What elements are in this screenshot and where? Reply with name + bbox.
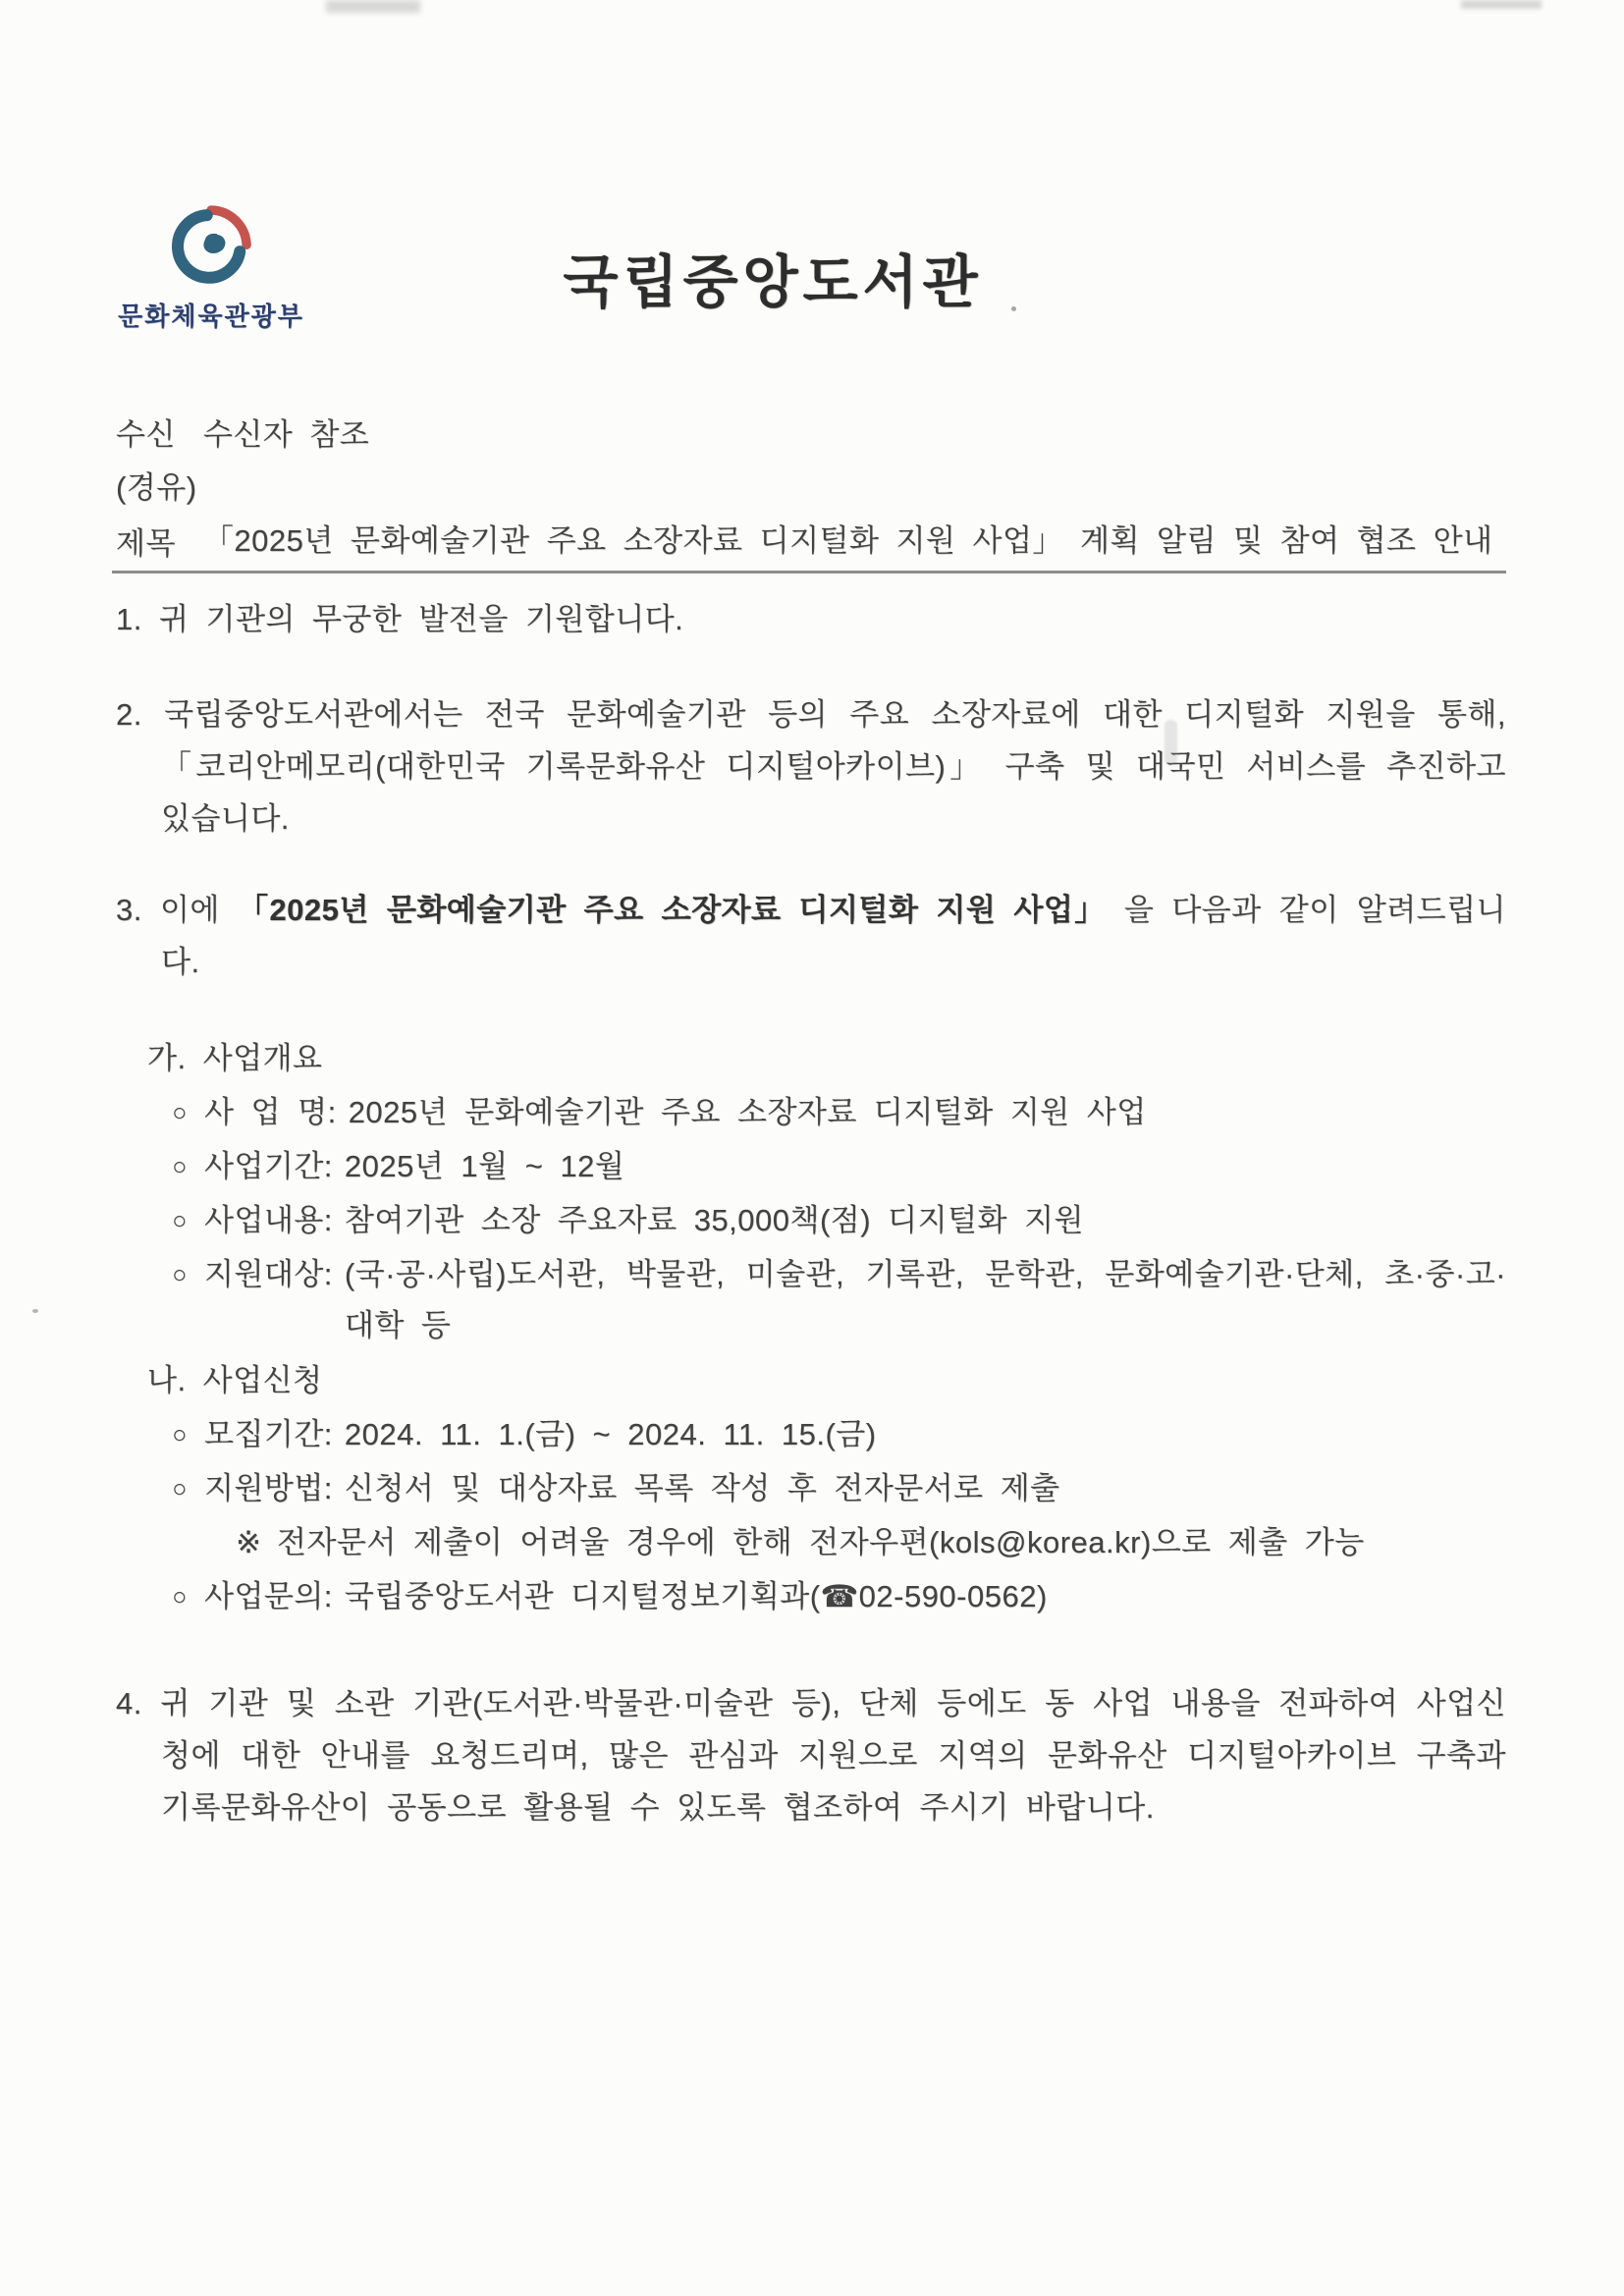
reference-mark-icon: ※ (236, 1525, 262, 1559)
section-apply-title: 나. 사업신청 (147, 1363, 323, 1397)
paragraph-intro: 2. 국립중앙도서관에서는 전국 문화예술기관 등의 주요 소장자료에 대한 디지털화 지원을 통해, 「코리안메모리(대한민국 기록문화유산 디지털아카이브)」 구축 및 대국민 서비스를 추진하고 있습니다. (116, 697, 1506, 836)
bullet-value: 참여기관 소장 주요자료 35,000책(점) 디지털화 지원 (344, 1203, 1084, 1237)
note-text: 전자문서 제출이 어려울 경우에 한해 전자우편(kols@korea.kr)으로 제출 가능 (277, 1525, 1365, 1559)
bullet-label: 사 업 명: (204, 1095, 337, 1129)
bullet-label: 사업내용: (204, 1203, 333, 1237)
paragraph-announcement (116, 884, 1506, 988)
overview-bullet-list (167, 1087, 1506, 1351)
divider-rule (112, 571, 1506, 574)
bullet-item-contact (167, 1571, 1506, 1622)
section-apply (147, 1355, 1506, 1622)
announcement-emphasis: 「2025년 문화예술기관 주요 소장자료 디지털화 지원 사업」 (237, 893, 1107, 927)
bullet-value: 2024. 11. 1.(금) ~ 2024. 11. 15.(금) (344, 1417, 877, 1451)
recipient-value: 수신자 참조 (202, 417, 370, 452)
recipient-row (116, 410, 1506, 460)
bullet-item-recruit-period (167, 1409, 1506, 1460)
bullet-value: 국립중앙도서관 디지털정보기획과(☎02-590-0562) (344, 1579, 1048, 1613)
circle-bullet-icon: ○ (172, 1207, 188, 1234)
section-overview-title: 가. 사업개요 (147, 1041, 323, 1075)
recipient-label: 수신 (116, 417, 176, 452)
circle-bullet-icon: ○ (172, 1475, 188, 1503)
section-overview (147, 1033, 1506, 1351)
bullet-item-project-period (167, 1141, 1506, 1192)
via-line: (경유) (116, 470, 197, 505)
bullet-value: 신청서 및 대상자료 목록 작성 후 전자문서로 제출 (344, 1471, 1060, 1505)
scan-artifact (32, 1309, 38, 1313)
circle-bullet-icon: ○ (172, 1583, 188, 1611)
bullet-value: 2025년 문화예술기관 주요 소장자료 디지털화 지원 사업 (348, 1095, 1147, 1129)
announcement-prefix: 3. 이에 (116, 893, 238, 927)
bullet-item-apply-method (167, 1463, 1506, 1514)
document-title: 국립중앙도서관 (563, 250, 983, 314)
announcement-suffix: 을 다음과 같이 알려드립니다. (161, 893, 1506, 979)
bullet-label: 지원대상: (204, 1257, 333, 1291)
subject-row (116, 519, 1506, 563)
bullet-item-project-content (167, 1195, 1506, 1246)
bullet-label: 사업기간: (204, 1149, 333, 1183)
note-email-fallback (236, 1517, 1506, 1568)
bullet-item-project-name (167, 1087, 1506, 1138)
circle-bullet-icon: ○ (172, 1153, 188, 1180)
paragraph-greeting: 1. 귀 기관의 무궁한 발전을 기원합니다. (116, 602, 684, 636)
subject-label: 제목 (116, 526, 176, 561)
circle-bullet-icon: ○ (172, 1261, 188, 1288)
circle-bullet-icon: ○ (172, 1099, 188, 1126)
bullet-label: 지원방법: (204, 1471, 333, 1505)
ministry-name-label: 문화체육관광부 (118, 301, 304, 331)
scan-artifact (326, 0, 420, 13)
scan-artifact (1461, 0, 1542, 9)
bullet-label: 사업문의: (204, 1579, 333, 1613)
via-row (116, 464, 1506, 513)
paragraph-closing: 4. 귀 기관 및 소관 기관(도서관·박물관·미술관 등), 단체 등에도 동 사업 내용을 전파하여 사업신청에 대한 안내를 요청드리며, 많은 관심과 지원으로 지역의 문화유산 디지털아카이브 구축과 기록문화유산이 공동으로 활용될 수 있도록 협조하여 주시기 바랍니다. (116, 1686, 1506, 1825)
subject-value: 「2025년 문화예술기관 주요 소장자료 디지털화 지원 사업」 계획 알림 및 참여 협조 안내 (202, 522, 1493, 558)
bullet-value: (국·공·사립)도서관, 박물관, 미술관, 기록관, 문학관, 문화예술기관·단체, 초·중·고·대학 등 (344, 1257, 1506, 1342)
letter-body (116, 410, 1506, 1833)
bullet-value: 2025년 1월 ~ 12월 (344, 1149, 625, 1183)
bullet-item-support-targets (167, 1249, 1506, 1351)
apply-bullet-list (167, 1409, 1506, 1622)
circle-bullet-icon: ○ (172, 1421, 188, 1449)
bullet-label: 모집기간: (204, 1417, 333, 1451)
